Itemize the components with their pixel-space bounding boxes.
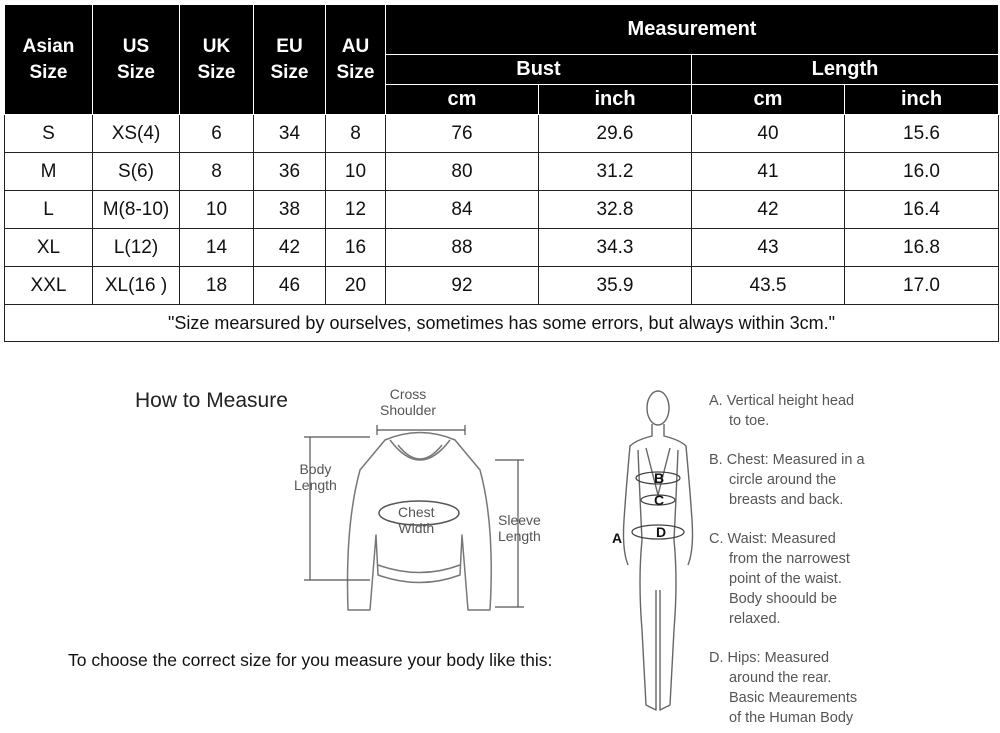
step-c-waist: C. Waist: Measured from the narrowest point of the waist. Body shoould be relaxed. [709,531,850,627]
table-cell: 14 [180,229,254,267]
table-cell: 10 [180,191,254,229]
table-cell: 40 [692,115,845,153]
table-row [5,267,999,305]
table-cell: 12 [326,191,386,229]
table-cell: 29.6 [539,115,692,153]
how-to-measure-title: How to Measure [135,389,288,412]
table-note-row [5,305,999,342]
table-cell: 46 [254,267,326,305]
table-cell: 76 [386,115,539,153]
table-cell: 8 [180,153,254,191]
waist-marker-c: C [654,492,665,508]
header-uk-size: UK Size [180,5,254,115]
header-bust-inch: inch [539,85,692,115]
table-cell: 16 [326,229,386,267]
table-cell: 10 [326,153,386,191]
header-eu-size: EU Size [254,5,326,115]
table-cell: M(8-10) [93,191,180,229]
body-length-label: Body Length [294,461,337,493]
table-cell: 42 [692,191,845,229]
header-bust-cm: cm [386,85,539,115]
step-d-hips: D. Hips: Measured around the rear. Basic Meaurements of the Human Body [709,650,858,726]
cross-shoulder-label: Cross Shoulder [380,386,437,418]
table-cell: 92 [386,267,539,305]
table-cell: 36 [254,153,326,191]
table-cell: 31.2 [539,153,692,191]
header-length-cm: cm [692,85,845,115]
choose-size-instruction: To choose the correct size for you measure your body like this: [68,650,553,670]
hips-marker-d: D [656,524,667,540]
table-cell: 18 [180,267,254,305]
header-measurement: Measurement [386,5,999,55]
table-row [5,153,999,191]
table-cell: 41 [692,153,845,191]
header-us-size: US Size [93,5,180,115]
table-cell: L(12) [93,229,180,267]
table-cell: S [5,115,93,153]
table-cell: 80 [386,153,539,191]
height-marker-a: A [612,530,623,546]
table-cell: 17.0 [845,267,999,305]
table-cell: M [5,153,93,191]
header-asian-size: Asian Size [5,5,93,115]
table-cell: 43.5 [692,267,845,305]
table-cell: XL [5,229,93,267]
table-cell: L [5,191,93,229]
measurement-note: "Size mearsured by ourselves, sometimes has some errors, but always within 3cm." [5,305,999,342]
table-row [5,191,999,229]
table-cell: 20 [326,267,386,305]
table-row [5,229,999,267]
table-cell: XS(4) [93,115,180,153]
body-figure-illustration [600,380,710,730]
table-cell: 42 [254,229,326,267]
table-cell: XL(16 ) [93,267,180,305]
sweater-illustration [290,385,530,615]
table-cell: 43 [692,229,845,267]
table-cell: XXL [5,267,93,305]
size-chart-table [4,4,999,342]
step-b-chest: B. Chest: Measured in a circle around the breasts and back. [709,452,865,508]
table-cell: 16.4 [845,191,999,229]
header-length-inch: inch [845,85,999,115]
sleeve-length-label: Sleeve Length [498,512,541,544]
table-cell: 8 [326,115,386,153]
table-cell: 15.6 [845,115,999,153]
table-cell: 6 [180,115,254,153]
table-cell: 35.9 [539,267,692,305]
table-cell: 84 [386,191,539,229]
table-row [5,115,999,153]
header-au-size: AU Size [326,5,386,115]
table-cell: 16.8 [845,229,999,267]
header-length: Length [692,55,999,85]
table-cell: 38 [254,191,326,229]
header-bust: Bust [386,55,692,85]
table-cell: 34.3 [539,229,692,267]
chest-width-label: Chest Width [398,504,435,536]
table-cell: 88 [386,229,539,267]
chest-marker-b: B [654,470,665,486]
table-cell: 16.0 [845,153,999,191]
table-cell: S(6) [93,153,180,191]
step-a-height: A. Vertical height head to toe. [709,393,855,429]
table-cell: 34 [254,115,326,153]
table-cell: 32.8 [539,191,692,229]
